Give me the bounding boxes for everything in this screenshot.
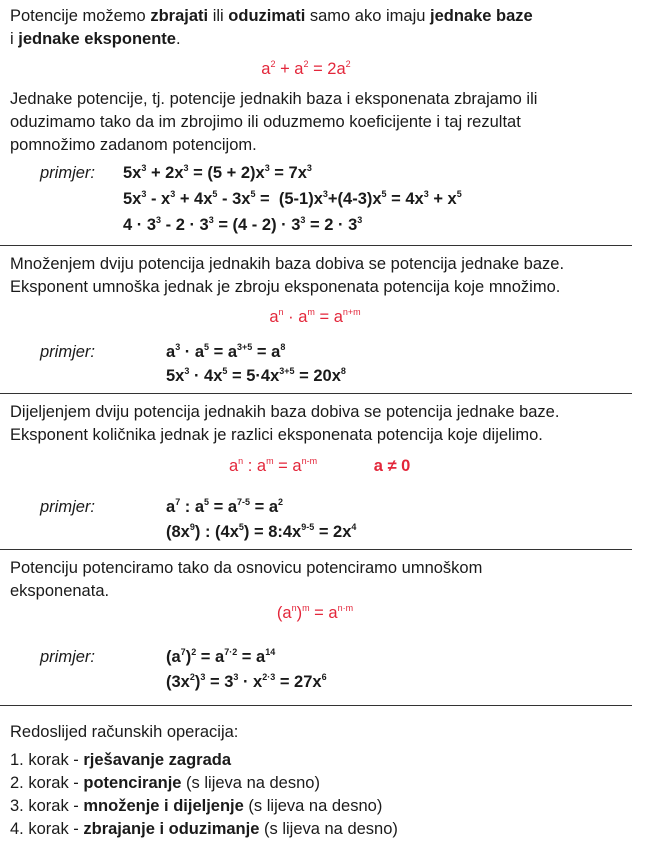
- power-of-power-line-1: Potenciju potenciramo tako da osnovicu potenciramo umnoškom: [10, 559, 483, 577]
- power-of-power-example-2: $(3x^2)^3 = 3^3 \cdot x^{2\cdot 3} = 27x^6$: [166, 672, 327, 691]
- section-divider: [0, 245, 632, 246]
- intro-line-2: i jednake eksponente.: [10, 30, 181, 48]
- power-of-power-line-2: eksponenata.: [10, 582, 110, 600]
- division-rule-formula: $a^n$ : $a^m = a^{n-m}$: [228, 456, 318, 475]
- section-divider: [0, 393, 632, 394]
- intro-line-1: Potencije možemo zbrajati ili oduzimati samo ako imaju jednake baze: [10, 7, 533, 25]
- addition-rule-formula: $a^2 + a^2 = 2a^2$: [261, 59, 351, 78]
- addition-explanation-1: Jednake potencije, tj. potencije jednakih baza i eksponenata zbrajamo ili: [10, 90, 538, 108]
- multiplication-rule-line-2: Eksponent umnoška jednak je zbroju eksponenata potencija koje množimo.: [10, 278, 561, 296]
- example-label: primjer:: [40, 343, 96, 361]
- section-divider: [0, 549, 632, 550]
- addition-explanation-2: oduzimamo tako da im zbrojimo ili oduzmemo koeficijente i taj rezultat: [10, 113, 521, 131]
- division-rule-line-2: Eksponent količnika jednak je razlici eksponenata potencija koje dijelimo.: [10, 426, 543, 444]
- addition-example-2: $5x^3 - x^3 + 4x^5 - 3x^5 = (5-1)x^3+(4-3)x^5 = 4x^3 + x^5$: [123, 189, 462, 208]
- division-example-1: $a^7$ : $a^5 = a^{7-5} = a^2$: [166, 497, 284, 516]
- multiplication-example-1: $a^3 \cdot a^5 = a^{3+5} = a^8$: [166, 342, 286, 361]
- operation-order-step-1: 1. korak - rješavanje zagrada: [10, 751, 232, 769]
- example-label: primjer:: [40, 648, 96, 666]
- operation-order-step-2: 2. korak - potenciranje (s lijeva na desno): [10, 774, 320, 792]
- example-label: primjer:: [40, 164, 96, 182]
- multiplication-rule-formula: $a^n \cdot a^m = a^{n+m}$: [269, 307, 361, 326]
- division-condition: a ≠ 0: [373, 457, 411, 475]
- power-of-power-example-1: $(a^7)^2 = a^{7\cdot 2} = a^{14}$: [166, 647, 276, 666]
- operation-order-step-4: 4. korak - zbrajanje i oduzimanje (s lijeva na desno): [10, 820, 398, 838]
- addition-explanation-3: pomnožimo zadanom potencijom.: [10, 136, 257, 154]
- operation-order-title: Redoslijed računskih operacija:: [10, 723, 239, 741]
- multiplication-rule-line-1: Množenjem dviju potencija jednakih baza dobiva se potencija jednake baze.: [10, 255, 565, 273]
- multiplication-example-2: $5x^3 \cdot 4x^5 = 5\cdot 4x^{3+5} = 20x^8$: [166, 366, 346, 385]
- addition-example-3: $4 \cdot 3^3 - 2 \cdot 3^3 = (4 - 2) \cdot 3^3 = 2 \cdot 3^3$: [123, 215, 363, 234]
- division-rule-line-1: Dijeljenjem dviju potencija jednakih baza dobiva se potencija jednake baze.: [10, 403, 560, 421]
- addition-example-1: $5x^3 + 2x^3 = (5 + 2)x^3 = 7x^3$: [123, 163, 312, 182]
- operation-order-step-3: 3. korak - množenje i dijeljenje (s lijeva na desno): [10, 797, 383, 815]
- section-divider: [0, 705, 632, 706]
- division-example-2: $(8x^9)$ : $(4x^5)$ = $8:4x^{9-5} = 2x^4$: [166, 522, 357, 541]
- power-of-power-formula: $(a^n)^m = a^{n\cdot m}$: [276, 603, 354, 622]
- example-label: primjer:: [40, 498, 96, 516]
